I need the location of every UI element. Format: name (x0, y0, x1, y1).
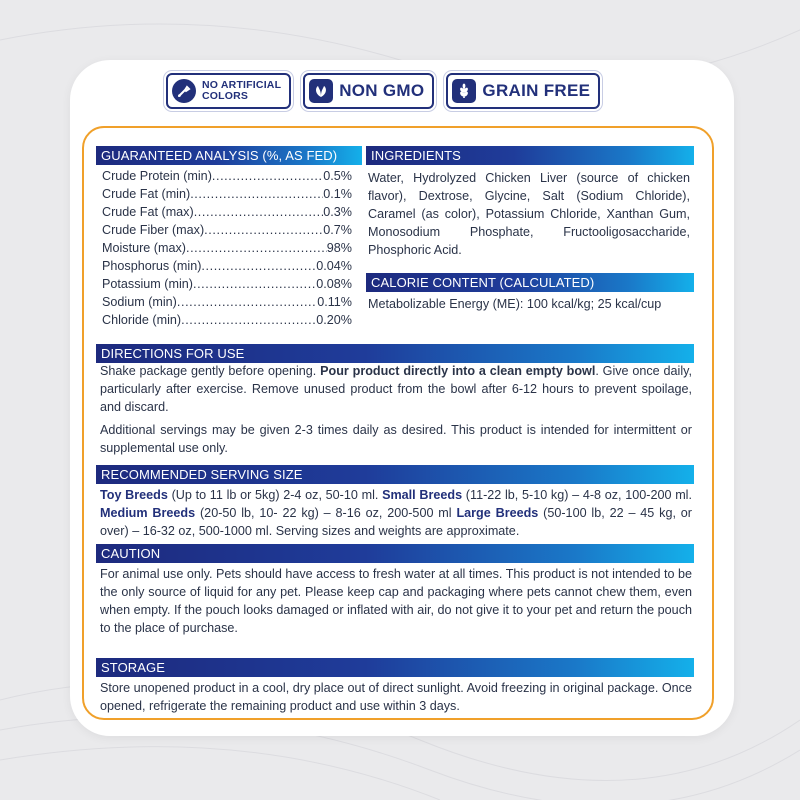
analysis-label: Phosphorus (min) (102, 259, 202, 273)
analysis-value: 0.7% (323, 223, 352, 237)
dot-leader (181, 311, 316, 329)
calorie-content-header: CALORIE CONTENT (CALCULATED) (366, 273, 694, 292)
dot-leader (186, 239, 327, 257)
analysis-label: Crude Fiber (max) (102, 223, 205, 237)
analysis-row (102, 275, 352, 293)
analysis-value: 0.08% (316, 277, 352, 291)
analysis-label: Sodium (min) (102, 295, 177, 309)
analysis-row (102, 257, 352, 275)
analysis-row (102, 221, 352, 239)
directions-paragraph-2: Additional servings may be given 2-3 times daily as desired. This product is intended for intermittent or supplemental use only. (100, 423, 692, 455)
no-artificial-colors-label: NO ARTIFICIAL COLORS (202, 79, 282, 102)
dot-leader (201, 257, 316, 275)
wheat-icon (452, 79, 476, 103)
analysis-value: 98% (326, 241, 352, 255)
analysis-label: Moisture (max) (102, 241, 186, 255)
directions-paragraph-1: Shake package gently before opening. Pour product directly into a clean empty bowl. Give once daily, particularly after exercise. Remove unused product from the bowl after 6-12 hours to prevent spoilage, and discard. (100, 364, 692, 414)
grain-free-badge (446, 73, 600, 109)
analysis-value: 0.04% (316, 259, 352, 273)
serving-size-header: RECOMMENDED SERVING SIZE (96, 465, 694, 484)
non-gmo-label: NON GMO (339, 81, 425, 100)
storage-text: Store unopened product in a cool, dry place out of direct sunlight. Avoid freezing in original package. Once opened, refrigerate the remaining product and use within 3 days. (100, 681, 692, 713)
non-gmo-badge (303, 73, 434, 109)
calorie-content-text: Metabolizable Energy (ME): 100 kcal/kg; 25 kcal/cup (368, 297, 662, 311)
caution-text: For animal use only. Pets should have access to fresh water at all times. This product is not intended to be the only source of liquid for any pet. Please keep cap and packaging where pets cannot chew them, even when empty. If the pouch looks damaged or inflated with air, do not give it to your pet and return the pouch to the place of purchase. (100, 567, 692, 635)
serving-size-text: Toy Breeds (Up to 11 lb or 5kg) 2-4 oz, 50-10 ml. Small Breeds (11-22 lb, 5-10 kg) – 4-8 oz, 100-200 ml. Medium Breeds (20-50 lb, 10- 22 kg) – 8-16 oz, 200-500 ml Large Breeds (50-100 lb, 22 – 45 kg, or over) – 16-32 oz, 500-1000 ml. Serving sizes and weights are approximate. (100, 488, 693, 538)
guaranteed-analysis-table (102, 167, 352, 329)
grain-free-label: GRAIN FREE (482, 81, 591, 100)
analysis-value: 0.1% (323, 187, 352, 201)
ingredients-text: Water, Hydrolyzed Chicken Liver (source of chicken flavor), Dextrose, Glycine, Salt (Sodium Chloride), Caramel (as color), Potassium Chloride, Xanthan Gum, Monosodium Phosphate, Fructooligosaccharide, Phosphoric Acid. (368, 171, 690, 257)
dropper-icon (172, 79, 196, 103)
analysis-label: Crude Fat (max) (102, 205, 194, 219)
analysis-value: 0.5% (323, 169, 352, 183)
analysis-row (102, 167, 352, 185)
analysis-row (102, 203, 352, 221)
directions-header: DIRECTIONS FOR USE (96, 344, 694, 363)
storage-header: STORAGE (96, 658, 694, 677)
analysis-row (102, 311, 352, 329)
dot-leader (193, 275, 316, 293)
caution-header: CAUTION (96, 544, 694, 563)
analysis-label: Crude Protein (min) (102, 169, 212, 183)
analysis-value: 0.11% (317, 295, 352, 309)
analysis-label: Crude Fat (min) (102, 187, 191, 201)
leaf-icon (309, 79, 333, 103)
badge-row (166, 73, 600, 109)
analysis-value: 0.20% (316, 313, 352, 327)
dot-leader (212, 167, 323, 185)
no-artificial-colors-badge (166, 73, 291, 109)
analysis-value: 0.3% (323, 205, 352, 219)
analysis-label: Chloride (min) (102, 313, 182, 327)
analysis-row (102, 239, 352, 257)
guaranteed-analysis-header: GUARANTEED ANALYSIS (%, AS FED) (96, 146, 362, 165)
ingredients-header: INGREDIENTS (366, 146, 694, 165)
analysis-row (102, 293, 352, 311)
dot-leader (204, 221, 323, 239)
dot-leader (194, 203, 324, 221)
analysis-row (102, 185, 352, 203)
analysis-label: Potassium (min) (102, 277, 193, 291)
dot-leader (190, 185, 323, 203)
dot-leader (177, 293, 317, 311)
